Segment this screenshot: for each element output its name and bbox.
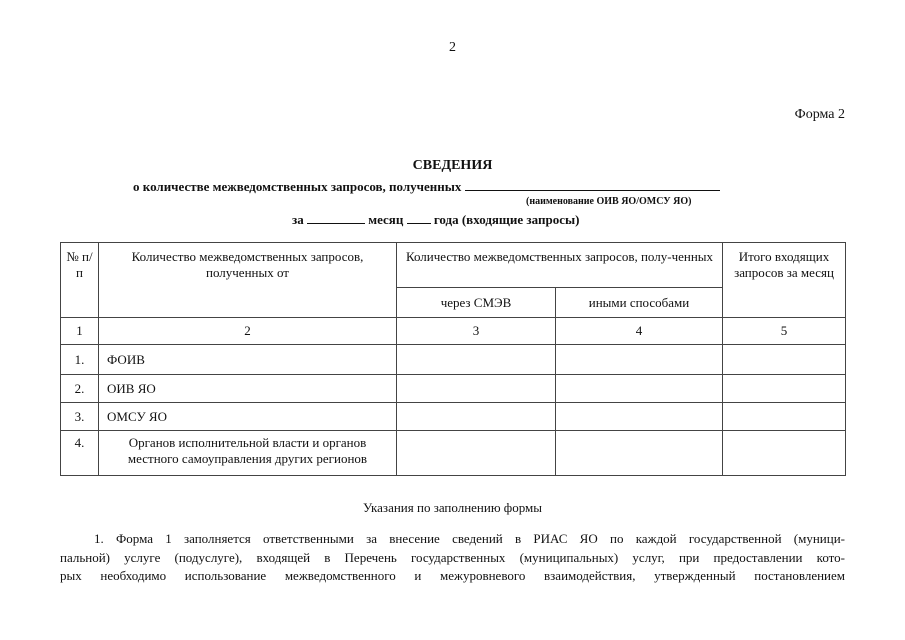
instructions-line: рых необходимо использование межведомственного и межуровневого взаимодействия, утвержденный постановлением xyxy=(60,568,845,583)
cell-via-smev[interactable] xyxy=(397,403,556,431)
row-number: 2. xyxy=(61,375,99,403)
cell-other-ways[interactable] xyxy=(556,345,723,375)
cell-total[interactable] xyxy=(723,403,846,431)
header-received-group: Количество межведомственных запросов, полу-ченных xyxy=(397,243,723,288)
row-number: 1. xyxy=(61,345,99,375)
cell-via-smev[interactable] xyxy=(397,431,556,476)
year-blank xyxy=(407,211,431,224)
cell-total[interactable] xyxy=(723,375,846,403)
instructions-line: пальной) услуге (подуслуге), входящей в Перечень государственных (муниципальных) услуг, при предоставлении кото- xyxy=(60,549,845,565)
table-row xyxy=(61,375,846,403)
column-number: 1 xyxy=(61,318,99,345)
row-name: ОМСУ ЯО xyxy=(99,403,397,431)
period-month-label: месяц xyxy=(368,212,404,227)
column-number: 4 xyxy=(556,318,723,345)
row-number: 3. xyxy=(61,403,99,431)
header-other-ways: иными способами xyxy=(556,288,723,318)
cell-total[interactable] xyxy=(723,431,846,476)
month-blank xyxy=(307,211,365,224)
row-number: 4. xyxy=(61,431,99,476)
subtitle-text: о количестве межведомственных запросов, полученных xyxy=(133,179,462,194)
cell-other-ways[interactable] xyxy=(556,431,723,476)
table-row xyxy=(61,403,846,431)
instructions-paragraph xyxy=(60,530,845,586)
period-year-label: года (входящие запросы) xyxy=(433,212,580,227)
requests-table xyxy=(60,242,846,476)
cell-total[interactable] xyxy=(723,345,846,375)
header-received-from: Количество межведомственных запросов, полученных от xyxy=(99,243,397,318)
column-number: 5 xyxy=(723,318,846,345)
cell-other-ways[interactable] xyxy=(556,375,723,403)
instructions-title: Указания по заполнению формы xyxy=(362,500,542,515)
header-total: Итого входящих запросов за месяц xyxy=(723,243,846,318)
instructions-line: 1. Форма 1 заполняется ответственными за внесение сведений в РИАС ЯО по каждой государственной (муници- xyxy=(94,531,845,546)
column-number: 2 xyxy=(99,318,397,345)
row-name: Органов исполнительной власти и органов местного самоуправления других регионов xyxy=(99,431,397,476)
table-row xyxy=(61,431,846,476)
row-name: ОИВ ЯО xyxy=(99,375,397,403)
document-title: СВЕДЕНИЯ xyxy=(412,158,493,173)
page-number: 2 xyxy=(449,40,456,55)
column-number: 3 xyxy=(397,318,556,345)
header-num: № п/п xyxy=(61,243,99,318)
period-prefix: за xyxy=(292,212,304,227)
document-subtitle xyxy=(133,178,720,195)
column-number-row xyxy=(61,318,846,345)
org-name-blank xyxy=(465,178,720,191)
org-name-caption: (наименование ОИВ ЯО/ОМСУ ЯО) xyxy=(526,196,692,207)
period-line xyxy=(292,211,579,228)
header-via-smev: через СМЭВ xyxy=(397,288,556,318)
form-label: Форма 2 xyxy=(794,107,845,122)
row-name: ФОИВ xyxy=(99,345,397,375)
cell-via-smev[interactable] xyxy=(397,375,556,403)
cell-via-smev[interactable] xyxy=(397,345,556,375)
cell-other-ways[interactable] xyxy=(556,403,723,431)
table-row xyxy=(61,345,846,375)
